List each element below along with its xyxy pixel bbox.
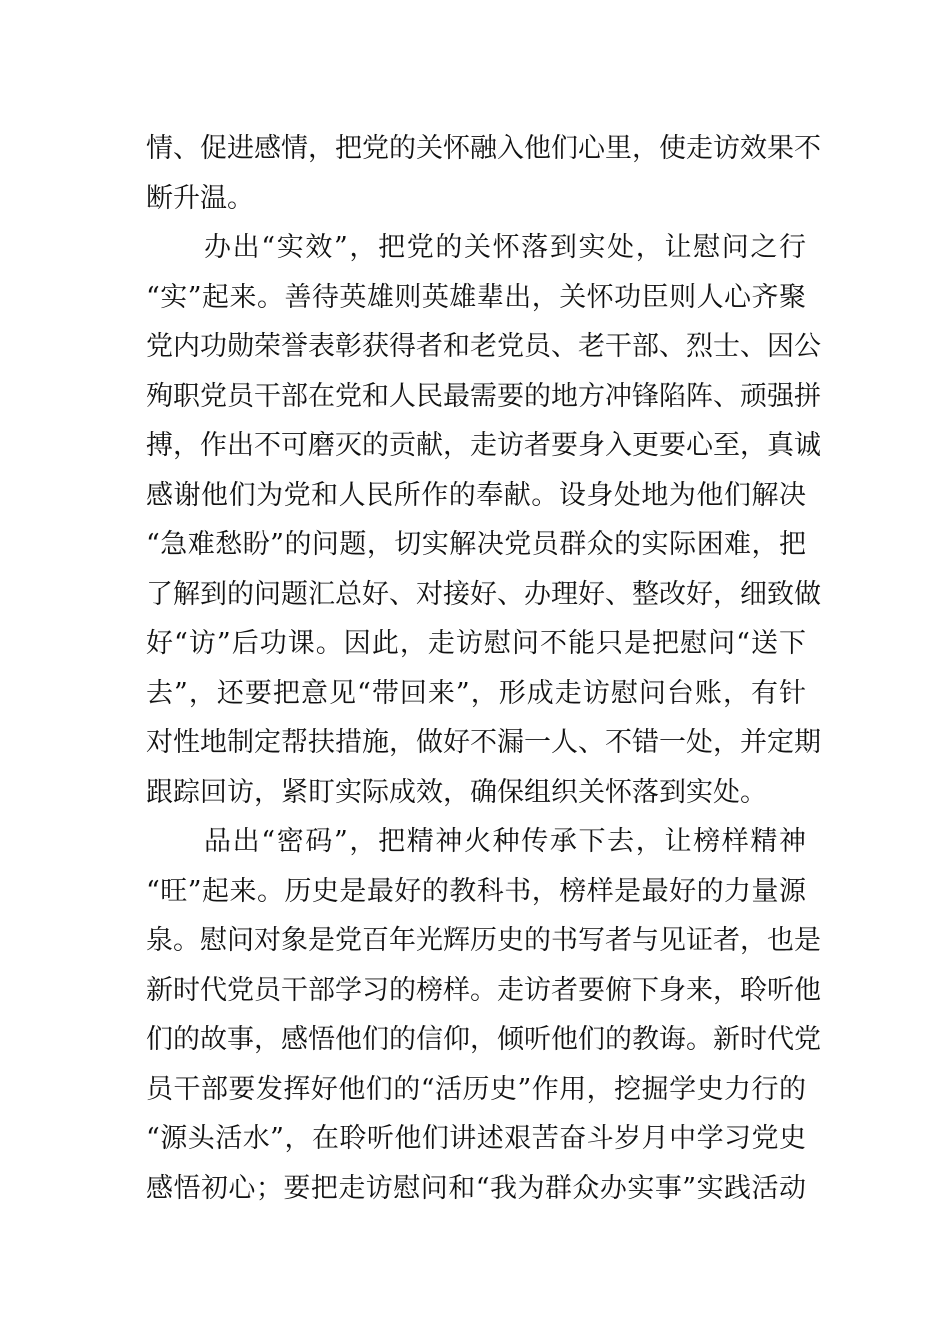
text-line: 断升温。 xyxy=(146,182,254,214)
text-line: 感谢他们为党和人民所作的奉献。设身处地为他们解决 xyxy=(146,479,806,511)
text-line: 跟踪回访，紧盯实际成效，确保组织关怀落到实处。 xyxy=(146,776,767,808)
paragraph-shixiao xyxy=(146,223,821,817)
document-body xyxy=(146,124,821,1213)
paragraph-mima xyxy=(146,817,821,1213)
text-line: 情、促进感情，把党的关怀融入他们心里，使走访效果不 xyxy=(146,133,821,164)
text-line: 了解到的问题汇总好、对接好、办理好、整改好，细致做 xyxy=(146,578,821,610)
text-line: 好“访”后功课。因此，走访慰问不能只是把慰问“送下 xyxy=(146,628,806,659)
text-line: “实”起来。善待英雄则英雄辈出，关怀功臣则人心齐聚 xyxy=(146,281,806,313)
text-line: 品出“密码”，把精神火种传承下去，让榜样精神 xyxy=(204,826,806,857)
text-line: 党内功勋荣誉表彰获得者和老党员、老干部、烈士、因公 xyxy=(146,331,821,362)
text-line: 感悟初心；要把走访慰问和“我为群众办实事”实践活动 xyxy=(146,1172,806,1204)
text-line: 去”，还要把意见“带回来”，形成走访慰问台账，有针 xyxy=(146,677,806,709)
text-line: 泉。慰问对象是党百年光辉历史的书写者与见证者，也是 xyxy=(146,925,821,956)
text-line: “旺”起来。历史是最好的教科书，榜样是最好的力量源 xyxy=(146,875,806,907)
text-line: 殉职党员干部在党和人民最需要的地方冲锋陷阵、顽强拼 xyxy=(146,380,821,412)
text-line: “源头活水”，在聆听他们讲述艰苦奋斗岁月中学习党史 xyxy=(146,1123,806,1154)
text-line: 搏，作出不可磨灭的贡献，走访者要身入更要心至，真诚 xyxy=(146,430,821,461)
text-line: 们的故事，感悟他们的信仰，倾听他们的教诲。新时代党 xyxy=(146,1024,821,1055)
paragraph-continued xyxy=(146,124,821,223)
text-line: “急难愁盼”的问题，切实解决党员群众的实际困难，把 xyxy=(146,529,806,560)
text-line: 员干部要发挥好他们的“活历史”作用，挖掘学史力行的 xyxy=(146,1073,806,1105)
text-line: 新时代党员干部学习的榜样。走访者要俯下身来，聆听他 xyxy=(146,974,821,1006)
text-line: 办出“实效”，把党的关怀落到实处，让慰问之行 xyxy=(204,232,806,263)
text-line: 对性地制定帮扶措施，做好不漏一人、不错一处，并定期 xyxy=(146,727,821,758)
